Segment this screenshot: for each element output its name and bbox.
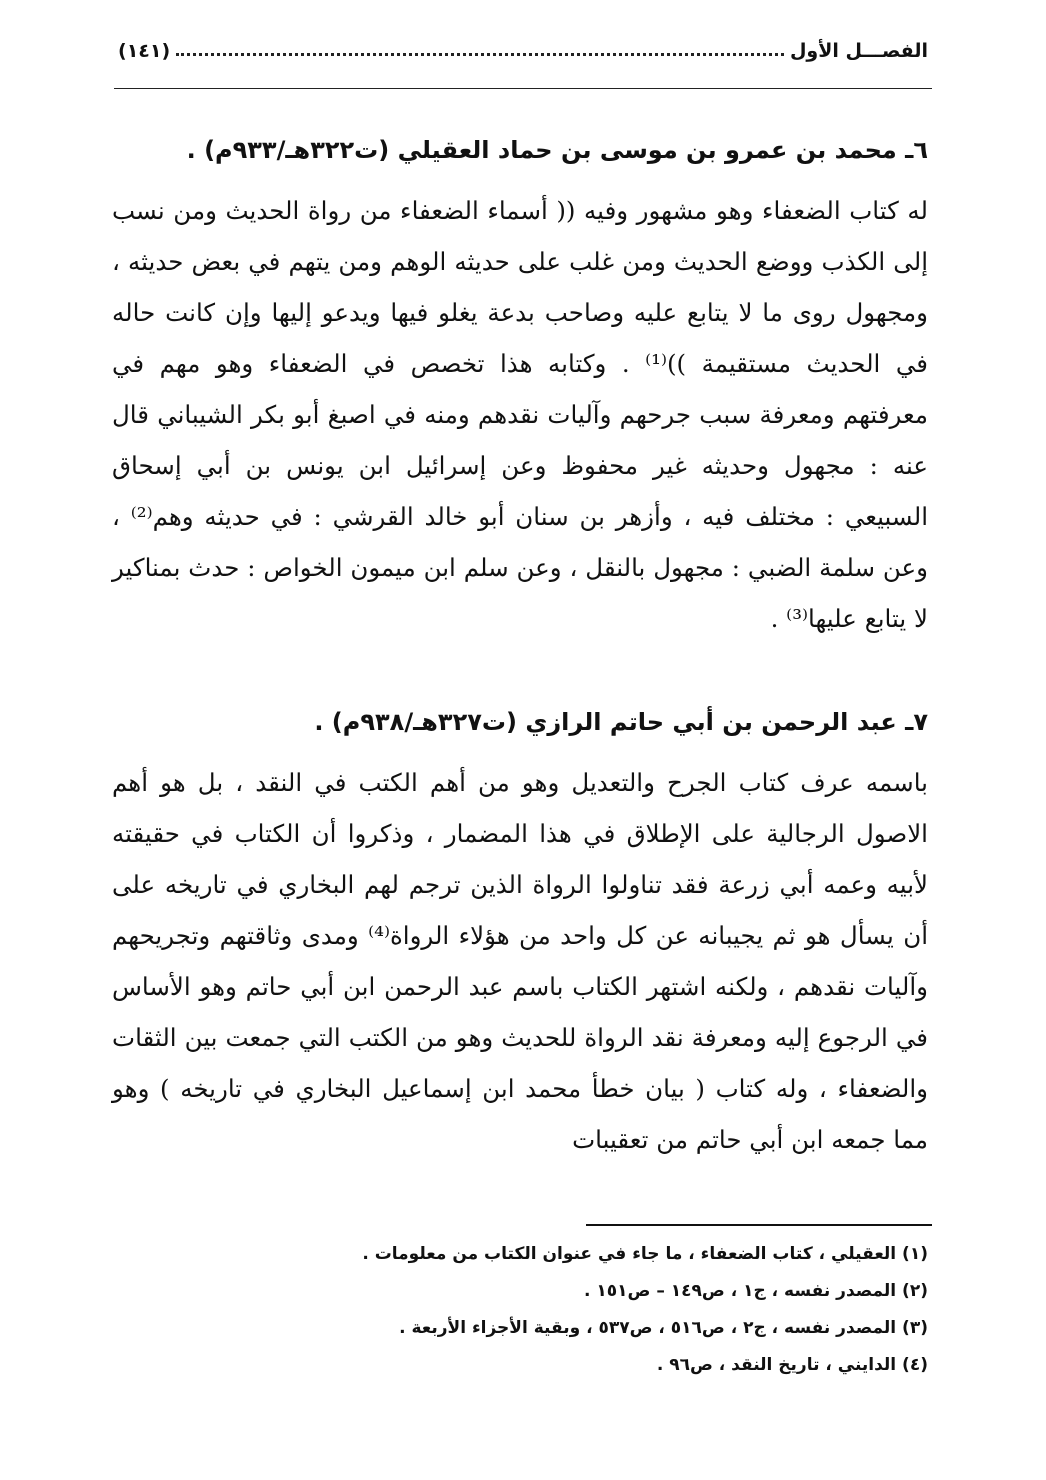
section-paragraph-6: له كتاب الضعفاء وهو مشهور وفيه (( أسماء الضعفاء من رواة الحديث ومن نسب إلى الكذب ووضع الحديث ومن غلب على حديثه الوهم ومن يتهم في بعض حديثه ، ومجهول روى ما لا يتابع عليه وصاحب بدعة يغلو فيها ويدعو إليها وإن كانت حاله في الحديث مستقيمة ))⁽¹⁾ . وكتابه هذا تخصص في الضعفاء وهو مهم في معرفتهم ومعرفة سبب جرحهم وآليات نقدهم ومنه في اصبغ أبو بكر الشيباني قال عنه : مجهول وحديثه غير محفوظ وعن إسرائيل ابن يونس بن أبي إسحاق السبيعي : مختلف فيه ، وأزهر بن سنان أبو خالد القرشي : في حديثه وهم⁽²⁾ ، وعن سلمة الضبي : مجهول بالنقل ، وعن سلم ابن ميمون الخواص : حدث بمناكير لا يتابع عليها⁽³⁾ . [112,196,929,633]
section-heading-7: ٧ـ عبد الرحمن بن أبي حاتم الرازي (ت٣٢٧هـ/٩٣٨م) . [314,708,928,736]
chapter-title: الفصـــل الأول [789,40,928,62]
footnotes [118,1236,928,1384]
footnote: (٢) المصدر نفسه ، ج١ ، ص١٤٩ – ص١٥١ . [584,1281,928,1301]
footnote: (٣) المصدر نفسه ، ج٢ ، ص٥١٦ ، ص٥٣٧ ، وبقية الأجزاء الأربعة . [399,1318,928,1338]
section-paragraph-7: باسمه عرف كتاب الجرح والتعديل وهو من أهم الكتب في النقد ، بل هو أهم الاصول الرجالية على الإطلاق في هذا المضمار ، وذكروا أن الكتاب في حقيقته لأبيه وعمه أبي زرعة فقد تناولوا الرواة الذين ترجم لهم البخاري في تاريخه على أن يسأل هو ثم يجيبانه عن كل واحد من هؤلاء الرواة⁽⁴⁾ ومدى وثاقتهم وتجريحهم وآليات نقدهم ، ولكنه اشتهر الكتاب باسم عبد الرحمن ابن أبي حاتم وهو الأساس في الرجوع إليه ومعرفة نقد الرواة للحديث وهو من الكتب التي جمعت بين الثقات والضعفاء ، وله كتاب ( بيان خطأ محمد ابن إسماعيل البخاري في تاريخه ) وهو مما جمعه ابن أبي حاتم من تعقيبات [112,768,928,1154]
footnote-separator [586,1224,932,1226]
footnote: (٤) الدايني ، تاريخ النقد ، ص٩٦ . [656,1355,928,1375]
running-header [118,40,928,62]
page-number: (١٤١) [118,40,171,62]
footnote: (١) العقيلي ، كتاب الضعفاء ، ما جاء في عنوان الكتاب من معلومات . [362,1244,928,1264]
header-dot-leader [176,53,784,56]
header-rule [114,88,932,89]
section-heading-6: ٦ـ محمد بن عمرو بن موسى بن حماد العقيلي (ت٣٢٢هـ/٩٣٣م) . [186,136,928,164]
